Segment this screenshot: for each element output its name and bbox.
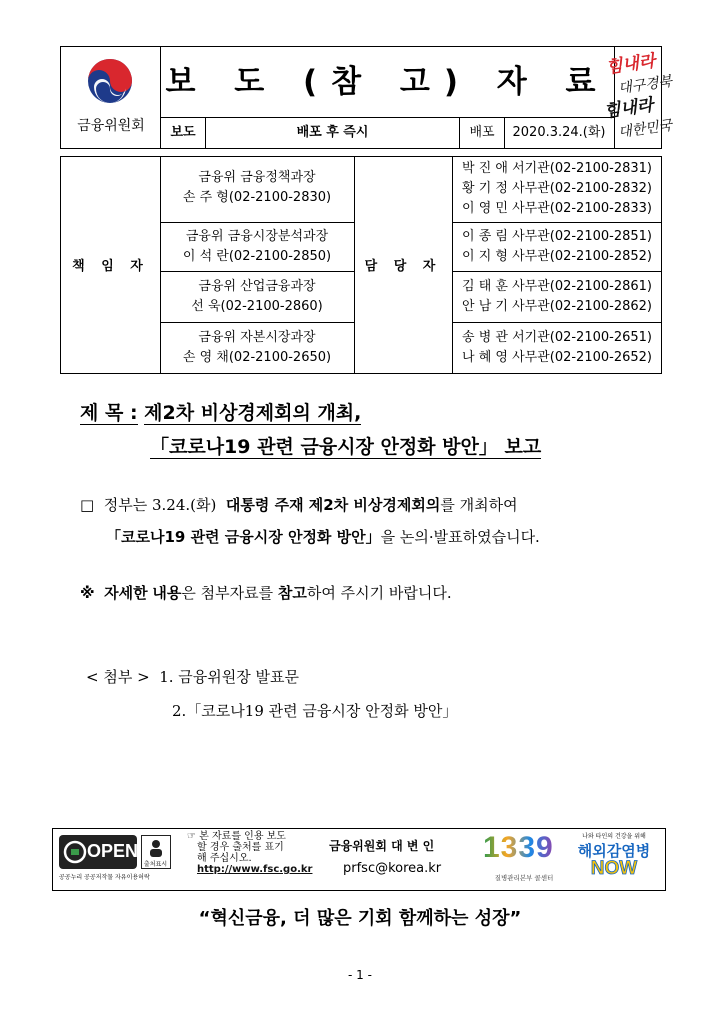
release-label: 보도	[161, 118, 206, 148]
slogan-line-4: 대한민국	[617, 117, 674, 141]
body-note	[80, 582, 452, 603]
subject-line-1	[80, 398, 361, 425]
open-license-badge	[59, 835, 177, 883]
footer-box	[52, 828, 666, 891]
dept-head: 손 주 형(02-2100-2830)	[182, 190, 332, 205]
staff-entry: 안 남 기 사무관(02-2100-2862)	[462, 299, 652, 314]
hotline-digits: 1339	[483, 831, 554, 864]
attribution-badge	[141, 835, 171, 869]
attachment-item-1: 1. 금융위원장 발표문	[159, 668, 299, 686]
spokesperson-email[interactable]: prfsc@korea.kr	[343, 861, 442, 876]
overseas-now: NOW	[590, 858, 638, 879]
citation-notice	[187, 831, 317, 875]
staff-entry: 이 지 형 사무관(02-2100-2852)	[462, 249, 652, 264]
overseas-top: 나와 타인의 건강을 위해	[582, 833, 646, 840]
contact-table	[60, 156, 662, 374]
bullet-square: □	[80, 496, 95, 514]
page-title: 보 도 (참 고) 자 료	[161, 47, 615, 117]
notice-line: 해 주십시오.	[197, 853, 252, 864]
attribution-text: 출처표시	[143, 861, 168, 868]
note-mark: ※	[80, 584, 95, 602]
subject-line-2	[150, 432, 541, 459]
staff-entry: 황 기 정 사무관(02-2100-2832)	[462, 181, 652, 196]
slogan-line-1: 힘내라	[604, 51, 657, 78]
body-text: 를 개최하여	[440, 496, 518, 514]
subject-title-2: 「코로나19 관련 금융시장 안정화 방안」 보고	[150, 436, 542, 458]
body-text-bold: 자세한	[104, 584, 148, 602]
staff-entry: 송 병 관 서기관(02-2100-2651)	[462, 330, 652, 345]
slogan-line-2: 대구경북	[617, 73, 674, 97]
staff-label: 담 당 자	[364, 259, 442, 274]
body-text-bold: 대통령 주재 제2차 비상경제회의	[225, 496, 441, 514]
slogan-cell	[602, 47, 674, 148]
body-text: 하여 주시기 바랍니다.	[306, 584, 452, 602]
notice-line: 할 경우 출처를 표기	[197, 842, 284, 853]
fsc-url-link[interactable]: http://www.fsc.go.kr	[197, 864, 313, 875]
body-text-bold: 「코로나19 관련 금융시장 안정화 방안」	[106, 528, 381, 546]
hotline-subtitle: 질병관리본부 콜센터	[494, 874, 554, 882]
hand-pointer-icon: ☞	[187, 831, 196, 842]
dept-name: 금융위 산업금융과장	[198, 279, 316, 294]
staff-entry: 김 태 훈 사무관(02-2100-2861)	[462, 279, 652, 294]
open-circle-icon	[63, 840, 87, 864]
responsible-label: 책 임 자	[72, 259, 149, 274]
subject-label: 제 목 :	[80, 402, 138, 424]
contact-dept-4	[160, 328, 354, 368]
org-name: 금융위원회	[77, 118, 145, 134]
overseas-main: 해외감염병	[577, 842, 651, 860]
body-text: 정부는 3.24.(화)	[103, 496, 217, 514]
dept-head: 이 석 란(02-2100-2850)	[182, 249, 332, 264]
press-release-header	[60, 46, 674, 149]
dist-label: 배포	[460, 118, 505, 148]
overseas-infection-logo	[567, 831, 661, 887]
open-text: OPEN	[87, 841, 139, 861]
body-text: 을 논의·발표하였습니다.	[380, 528, 540, 546]
release-value: 배포 후 즉시	[206, 118, 460, 148]
body-text-bold: 참고	[277, 584, 307, 602]
attachment-label: < 첨부 >	[86, 668, 150, 686]
slogan-line-3: 힘내라	[602, 95, 655, 122]
dept-name: 금융위 자본시장과장	[198, 330, 316, 345]
motto: “혁신금융, 더 많은 기회 함께하는 성장”	[198, 908, 522, 929]
page-number: - 1 -	[348, 968, 372, 982]
contact-staff-1	[452, 159, 661, 219]
contact-dept-3	[160, 277, 354, 317]
person-icon	[148, 839, 164, 857]
contact-dept-2	[160, 227, 354, 267]
body-para-1-cont	[106, 526, 540, 547]
dist-date: 2020.3.24.(화)	[512, 125, 606, 140]
open-subtitle: 공공누리 공공저작물 자유이용허락	[59, 874, 150, 881]
contact-staff-2	[452, 227, 661, 267]
release-info-row	[161, 117, 615, 148]
dept-head: 선 욱(02-2100-2860)	[191, 299, 323, 314]
staff-entry: 이 영 민 사무관(02-2100-2833)	[462, 201, 652, 216]
logo-cell	[61, 47, 161, 148]
open-mark	[59, 835, 137, 869]
contact-dept-1	[160, 168, 354, 208]
body-text-bold: 내용	[152, 584, 182, 602]
dept-name: 금융위 금융시장분석과장	[185, 229, 329, 244]
staff-entry: 이 종 림 사무관(02-2100-2851)	[462, 229, 652, 244]
spokesperson-label: 금융위원회 대 변 인	[329, 839, 435, 853]
government-emblem-icon	[86, 57, 134, 105]
attachment-item-2: 2.「코로나19 관련 금융시장 안정화 방안」	[172, 702, 458, 720]
contact-staff-3	[452, 277, 661, 317]
staff-entry: 박 진 애 서기관(02-2100-2831)	[462, 161, 652, 176]
attachment-block	[86, 666, 299, 687]
contact-staff-4	[452, 328, 661, 368]
staff-entry: 나 혜 영 사무관(02-2100-2652)	[462, 350, 652, 365]
body-text: 은 첨부자료를	[181, 584, 274, 602]
dept-head: 손 영 채(02-2100-2650)	[182, 350, 332, 365]
subject-title-1: 제2차 비상경제회의 개최,	[144, 402, 362, 424]
notice-line: 본 자료를 인용 보도	[199, 831, 286, 842]
dept-name: 금융위 금융정책과장	[198, 170, 316, 185]
hotline-logo	[481, 831, 563, 887]
hotline-number	[483, 831, 554, 865]
body-para-1	[80, 494, 518, 515]
slogan-calligraphy	[601, 49, 679, 145]
